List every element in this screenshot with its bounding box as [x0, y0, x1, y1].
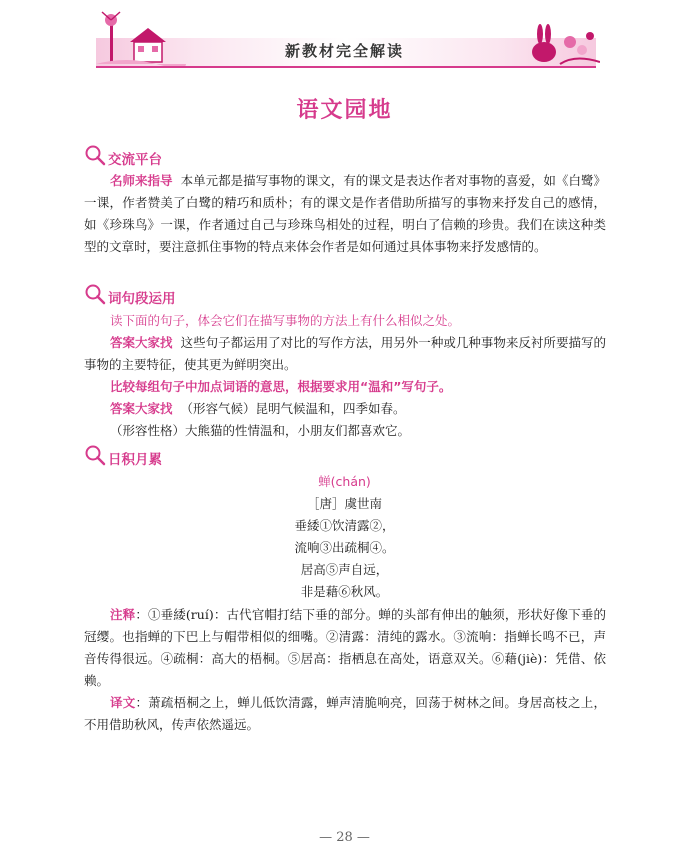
- answer-2-label: 答案大家找: [110, 401, 173, 416]
- question-1-text: 读下面的句子，体会它们在描写事物的方法上有什么相似之处。: [110, 313, 461, 328]
- translation-label: 译文: [110, 695, 136, 710]
- answer-1-paragraph: [84, 332, 606, 376]
- question-2: [84, 376, 606, 398]
- question-2-text: 比较每组句子中加点词语的意思，根据要求用“温和”写句子。: [110, 379, 452, 394]
- section-daily-label: 日积月累: [108, 452, 162, 468]
- poem-line-4: 非是藉⑥秋风。: [300, 584, 389, 599]
- answer-1-label: 答案大家找: [110, 335, 173, 350]
- notes-label: 注释: [110, 607, 136, 622]
- section-words-label: 词句段运用: [108, 291, 176, 307]
- magnifier-icon: [84, 283, 106, 305]
- magnifier-icon: [84, 144, 106, 166]
- poem-line-1: 垂緌①饮清露②，: [294, 518, 395, 533]
- poem-line-3: 居高⑤声自远，: [300, 562, 389, 577]
- poem-line-2: 流响③出疏桐④。: [294, 540, 395, 555]
- header-title: 新教材完全解读: [284, 42, 404, 60]
- teacher-guidance-label: 名师来指导: [110, 173, 173, 188]
- answer-2-paragraph: [84, 398, 606, 420]
- answer-2-line-1: （形容气候）昆明气候温和，四季如春。: [180, 401, 406, 416]
- poem-author: ［唐］虞世南: [306, 496, 382, 511]
- notes-paragraph: [84, 604, 606, 692]
- translation-text: ：萧疏梧桐之上，蝉儿低饮清露，蝉声清脆响亮，回荡于树林之间。身居高枝之上，不用借助秋风，传声依然遥远。: [84, 695, 606, 732]
- page-number: — 28 —: [319, 830, 370, 845]
- teacher-guidance-paragraph: [84, 170, 606, 258]
- translation-paragraph: [84, 692, 606, 736]
- section-exchange-label: 交流平台: [108, 152, 162, 168]
- notes-text: ：①垂緌(ruí)：古代官帽打结下垂的部分。蝉的头部有伸出的触须，形状好像下垂的冠缨。也指蝉的下巴上与帽带相似的细嘴。②清露：清纯的露水。③流响：指蝉长鸣不已，声音传得很远。④疏桐：高大的梧桐。⑤居高：指栖息在高处，语意双关。⑥藉(jiè)：凭借、依赖。: [84, 607, 606, 688]
- page-title: 语文园地: [296, 97, 393, 123]
- magnifier-icon: [84, 444, 106, 466]
- poem-title: 蝉(chán): [318, 474, 371, 489]
- page-header: [0, 0, 689, 72]
- teacher-guidance-text: 本单元都是描写事物的课文，有的课文是表达作者对事物的喜爱，如《白鹭》一课，作者赞美了白鹭的精巧和质朴；有的课文是作者借助所描写的事物来抒发自己的感情，如《珍珠鸟》一课，作者通过自己与珍珠鸟相处的过程，明白了信赖的珍贵。我们在读这种类型的文章时，要注意抓住事物的特点来体会作者是如何通过具体事物来抒发感情的。: [84, 173, 606, 254]
- answer-1-text: 这些句子都运用了对比的写作方法，用另外一种或几种事物来反衬所要描写的事物的主要特征，使其更为鲜明突出。: [84, 335, 606, 372]
- answer-2-line-2: （形容性格）大熊猫的性情温和，小朋友们都喜欢它。: [110, 423, 411, 438]
- question-1: [84, 310, 606, 332]
